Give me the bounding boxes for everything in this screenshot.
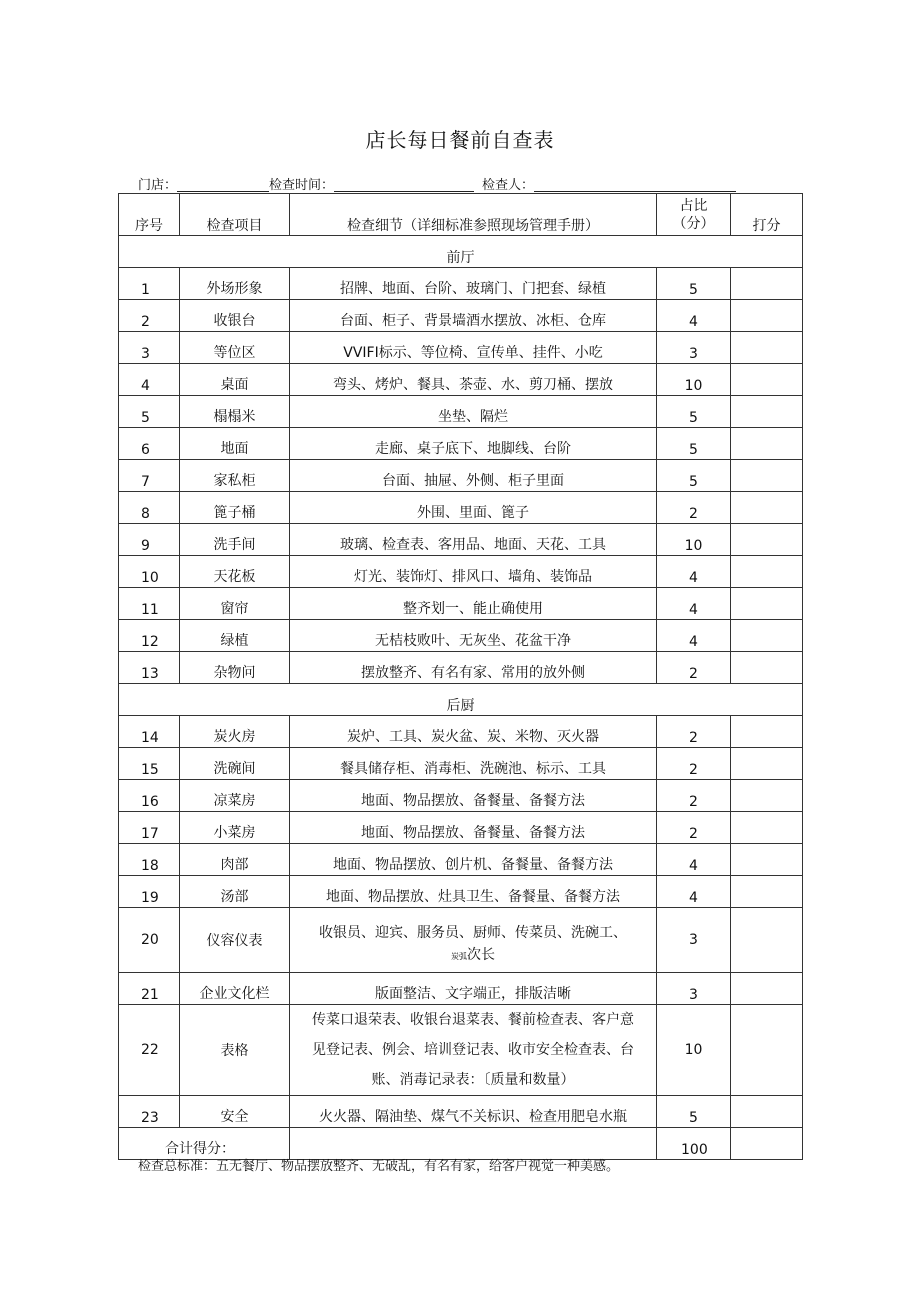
inspector-label: 检查人： [482, 178, 535, 193]
table-row: 6 地面 走廊、桌子底下、地脚线、台阶 5 [119, 428, 803, 460]
page-title: 店长每日餐前自查表 [365, 128, 555, 152]
score-cell[interactable] [731, 556, 803, 588]
table-row: 20 仪容仪表 收银员、迎宾、服务员、厨师、传菜员、洗碗工、 炭弧次长 3 [119, 908, 803, 973]
table-row: 2 收银台 台面、柜子、背景墙酒水摆放、冰柜、仓库 4 [119, 300, 803, 332]
score-cell[interactable] [731, 524, 803, 556]
score-cell[interactable] [731, 428, 803, 460]
time-field[interactable] [334, 177, 474, 192]
total-score-cell[interactable] [731, 1128, 803, 1160]
col-header-detail: 检查细节（详细标准参照现场管理手册） [290, 194, 657, 236]
col-header-item: 检查项目 [180, 194, 290, 236]
table-row: 5 榻榻米 坐垫、隔烂 5 [119, 396, 803, 428]
score-cell[interactable] [731, 908, 803, 973]
table-row: 8 篦子桶 外围、里面、篦子 2 [119, 492, 803, 524]
score-cell[interactable] [731, 844, 803, 876]
score-cell[interactable] [731, 364, 803, 396]
table-row: 4 桌面 弯头、烤炉、餐具、茶壶、水、剪刀桶、摆放 10 [119, 364, 803, 396]
table-row: 7 家私柜 台面、抽屉、外侧、柜子里面 5 [119, 460, 803, 492]
table-row: 13 杂物问 摆放整齐、有名有家、常用的放外侧 2 [119, 652, 803, 684]
header-row [119, 194, 803, 236]
score-cell[interactable] [731, 588, 803, 620]
section-kitchen: 后厨 [119, 684, 803, 716]
time-label: 检查时间： [269, 178, 335, 193]
table-row: 18 肉部 地面、物品摆放、创片机、备餐量、备餐方法 4 [119, 844, 803, 876]
table-row: 22 表格 传菜口退荣表、收银台退菜表、餐前检查表、客户意 见登记表、例会、培训登记表、收市安全检查表、台 账、消毒记录表：〔质量和数量） 10 [119, 1005, 803, 1096]
table-row: 9 洗手间 玻璃、检查表、客用品、地面、天花、工具 10 [119, 524, 803, 556]
score-cell[interactable] [731, 716, 803, 748]
score-cell[interactable] [731, 332, 803, 364]
store-field[interactable] [177, 177, 269, 192]
table-row: 19 汤部 地面、物品摆放、灶具卫生、备餐量、备餐方法 4 [119, 876, 803, 908]
col-header-score: 打分 [731, 194, 803, 236]
score-cell[interactable] [731, 876, 803, 908]
score-cell[interactable] [731, 492, 803, 524]
score-cell[interactable] [731, 300, 803, 332]
score-cell[interactable] [731, 1005, 803, 1096]
table-row: 21 企业文化栏 版面整洁、文字端正，排版洁晰 3 [119, 973, 803, 1005]
score-cell[interactable] [731, 973, 803, 1005]
table-row: 16 凉菜房 地面、物品摆放、备餐量、备餐方法 2 [119, 780, 803, 812]
score-cell[interactable] [731, 748, 803, 780]
table-row: 14 炭火房 炭炉、工具、炭火盆、炭、米物、灭火器 2 [119, 716, 803, 748]
score-cell[interactable] [731, 812, 803, 844]
table-row: 15 洗碗间 餐具储存柜、消毒柜、洗碗池、标示、工具 2 [119, 748, 803, 780]
score-cell[interactable] [731, 460, 803, 492]
col-header-ratio: 占比 （分） [657, 194, 731, 236]
footer-standard: 检查总标准：五无餐厅、物品摆放整齐、无破乱，有名有家，给客户视觉一种美感。 [138, 1159, 620, 1174]
score-cell[interactable] [731, 396, 803, 428]
checklist-table [118, 193, 803, 1160]
score-cell[interactable] [731, 268, 803, 300]
table-row: 11 窗帘 整齐划一、能止确使用 4 [119, 588, 803, 620]
score-cell[interactable] [731, 620, 803, 652]
score-cell[interactable] [731, 780, 803, 812]
table-row: 3 等位区 VVIFI标示、等位椅、宣传单、挂件、小吃 3 [119, 332, 803, 364]
score-cell[interactable] [731, 1096, 803, 1128]
table-row: 17 小菜房 地面、物品摆放、备餐量、备餐方法 2 [119, 812, 803, 844]
table-row: 12 绿植 无桔枝败叶、无灰坐、花盆干净 4 [119, 620, 803, 652]
inspector-field[interactable] [534, 177, 736, 192]
table-row: 1 外场形象 招牌、地面、台阶、玻璃门、门把套、绿植 5 [119, 268, 803, 300]
store-label: 门店： [138, 178, 178, 193]
total-label: 合计得分： [119, 1128, 290, 1160]
col-header-no: 序号 [119, 194, 180, 236]
total-points: 100 [657, 1128, 731, 1160]
table-row: 23 安全 火火器、隔油垫、煤气不关标识、检查用肥皂水瓶 5 [119, 1096, 803, 1128]
score-cell[interactable] [731, 652, 803, 684]
form-meta-line [138, 174, 736, 193]
section-front: 前厅 [119, 236, 803, 268]
table-row: 10 天花板 灯光、装饰灯、排风口、墙角、装饰品 4 [119, 556, 803, 588]
